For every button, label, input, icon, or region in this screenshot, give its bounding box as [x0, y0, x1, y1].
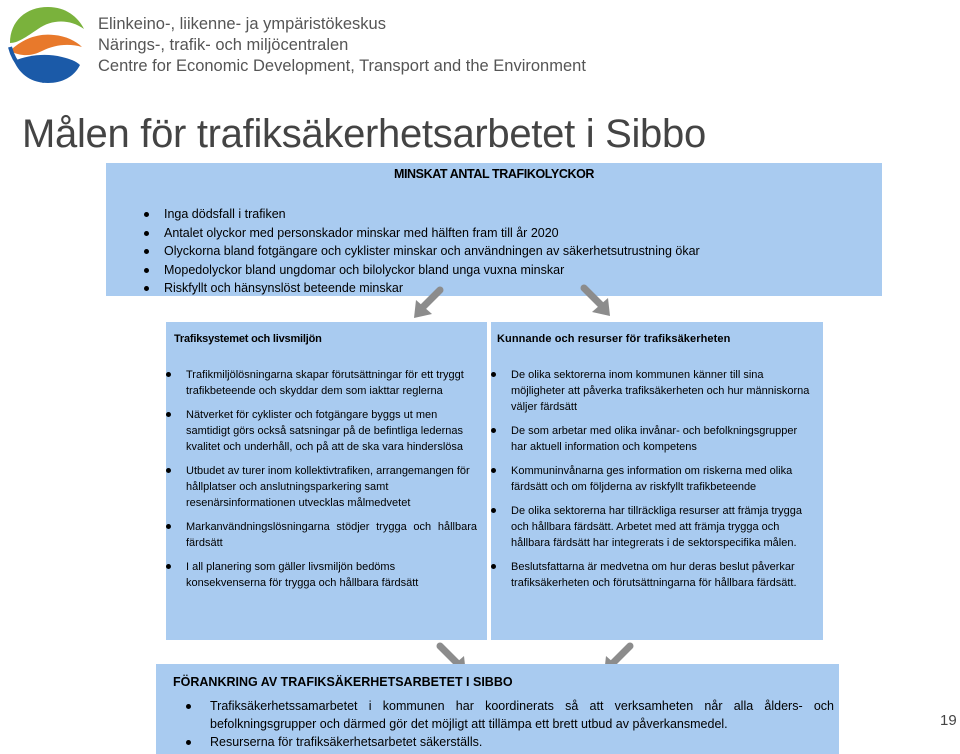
goal-box-heading: MINSKAT ANTAL TRAFIKOLYCKOR [393, 167, 595, 181]
arrow-down-right-icon [580, 284, 614, 320]
goal-box-heading: Kunnande och resurser för trafiksäkerheten [497, 333, 731, 345]
list-item: De olika sektorerna har tillräckliga resurser att främja trygga och hållbara färdsätt. Arbetet med att främja trygga och hållbara färdsätt har integrerats i de sektorspecifika målen. [485, 503, 815, 551]
list-item: Olyckorna bland fotgängare och cyklister minskar och användningen av säkerhetsutrustning ökar [138, 242, 700, 261]
list-item: Resurserna för trafiksäkerhetsarbetet säkerställs. [164, 733, 834, 751]
list-item: Nätverket för cyklister och fotgängare byggs ut men samtidigt görs också satsningar på de befintliga ledernas kvalitet och underhåll, och på att de ska vara hinderslösa [160, 407, 481, 455]
list-item: Markanvändningslösningarna stödjer trygga och hållbara färdsätt [160, 519, 481, 551]
goal-list [138, 205, 700, 298]
list-item: Riskfyllt och hänsynslöst beteende minskar [138, 279, 700, 298]
org-name-swedish: Närings-, trafik- och miljöcentralen [98, 36, 349, 54]
list-item: I all planering som gäller livsmiljön bedöms konsekvenserna för trygga och hållbara färdsätt [160, 559, 481, 591]
org-name-finnish: Elinkeino-, liikenne- ja ympäristökeskus [98, 15, 386, 33]
goal-box-anchoring [156, 664, 839, 754]
goal-list [160, 367, 481, 599]
list-item: Beslutsfattarna är medvetna om hur deras beslut påverkar trafiksäkerheten och förutsättningarna för hållbara färdsätt. [485, 559, 815, 591]
organization-names [98, 14, 586, 77]
list-item: Mopedolyckor bland ungdomar och bilolyckor bland unga vuxna minskar [138, 261, 700, 280]
list-item: Antalet olyckor med personskador minskar med hälften fram till år 2020 [138, 224, 700, 243]
goal-list [164, 697, 834, 751]
org-name-english: Centre for Economic Development, Transport and the Environment [98, 57, 586, 75]
page-title: Målen för trafiksäkerhetsarbetet i Sibbo [22, 112, 706, 156]
goal-box-traffic-accidents [106, 163, 882, 296]
arrow-down-left-icon [410, 286, 444, 322]
ely-centre-logo [4, 3, 86, 85]
goal-box-heading: FÖRANKRING AV TRAFIKSÄKERHETSARBETET I SIBBO [173, 675, 513, 689]
list-item: De som arbetar med olika invånar- och befolkningsgrupper har aktuell information och kompetens [485, 423, 815, 455]
goal-list [485, 367, 815, 599]
list-item: Utbudet av turer inom kollektivtrafiken, arrangemangen för hållplatser och anslutningsparkering samt resenärsinformationen utvecklas målmedvetet [160, 463, 481, 511]
goal-box-knowledge-resources [491, 322, 823, 640]
page-number: 19 [940, 712, 957, 729]
list-item: De olika sektorerna inom kommunen känner till sina möjligheter att påverka trafiksäkerheten och hur människorna väljer färdsätt [485, 367, 815, 415]
list-item: Kommuninvånarna ges information om riskerna med olika färdsätt och om följderna av riskfyllt trafikbeteende [485, 463, 815, 495]
goal-box-heading: Trafiksystemet och livsmiljön [174, 333, 322, 345]
goal-box-traffic-system [166, 322, 487, 640]
list-item: Trafiksäkerhetssamarbetet i kommunen har koordinerats så att verksamheten når alla ålders- och befolkningsgrupper och därmed gör det möjligt att tillämpa ett brett utbud av påverkansmedel. [164, 697, 834, 733]
list-item: Inga dödsfall i trafiken [138, 205, 700, 224]
list-item: Trafikmiljölösningarna skapar förutsättningar för ett tryggt trafikbeteende och skyddar dem som iakttar reglerna [160, 367, 481, 399]
